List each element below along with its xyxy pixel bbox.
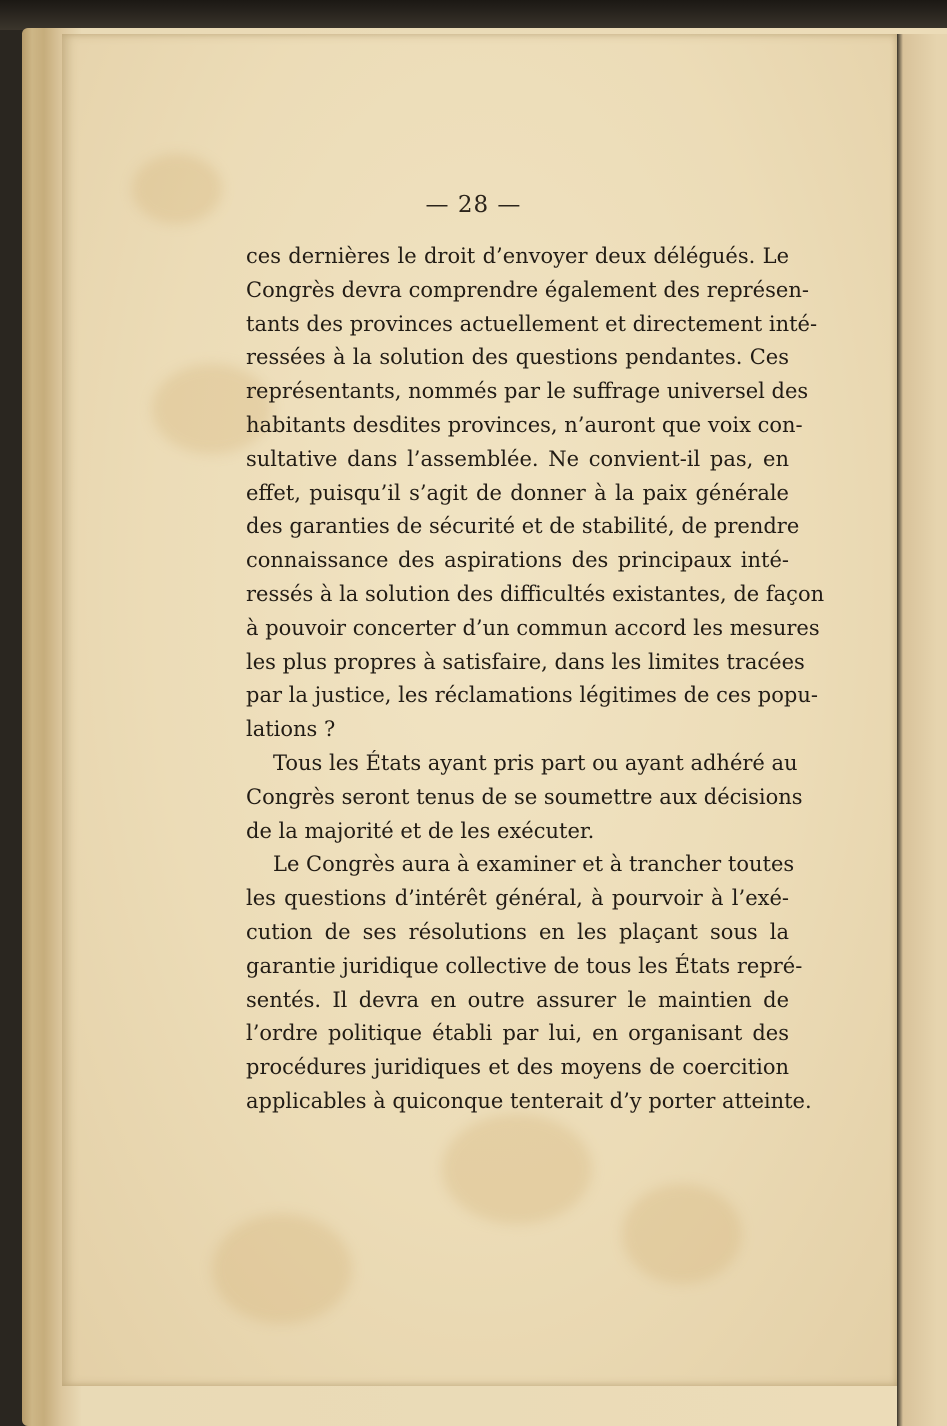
paragraph [246, 240, 825, 747]
text-line: applicables à quiconque tenterait d’y porter atteinte. [246, 1088, 812, 1113]
paragraph [246, 848, 812, 1118]
text-line: ressés à la solution des difficultés existantes, de façon [246, 581, 825, 606]
text-line: Congrès devra comprendre également des représen- [246, 277, 809, 302]
text-line: ces dernières le droit d’envoyer deux délégués. Le [246, 244, 789, 268]
text-line: cution de ses résolutions en les plaçant sous la [246, 919, 789, 944]
text-line: Le Congrès aura à examiner et à trancher toutes [273, 852, 795, 877]
text-line: les plus propres à satisfaire, dans les limites tracées [246, 649, 805, 674]
foxing-stain [212, 1214, 352, 1324]
text-line: tants des provinces actuellement et directement inté- [246, 311, 818, 336]
body-text [246, 240, 825, 1119]
text-line: connaissance des aspirations des principaux inté- [246, 548, 789, 573]
text-line: à pouvoir concerter d’un commun accord les mesures [246, 615, 820, 640]
text-line: garantie juridique collective de tous les États repré- [246, 953, 803, 978]
paragraph [246, 747, 803, 848]
text-line: habitants desdites provinces, n’auront que voix con- [246, 412, 803, 437]
foxing-stain [442, 1114, 592, 1224]
text-line: lations ? [246, 717, 336, 742]
text-line: Tous les États ayant pris part ou ayant adhéré au [273, 750, 798, 775]
text-line: effet, puisqu’il s’agit de donner à la paix générale [246, 480, 789, 505]
text-line: sentés. Il devra en outre assurer le maintien de [246, 987, 789, 1012]
foxing-stain [622, 1184, 742, 1284]
page-number: — 28 — [425, 192, 522, 218]
scan-background [0, 0, 947, 30]
text-line: de la majorité et de les exécuter. [246, 818, 595, 843]
text-line: procédures juridiques et des moyens de coercition [246, 1055, 789, 1080]
text-line: les questions d’intérêt général, à pourvoir à l’exé- [246, 886, 789, 911]
text-line: représentants, nommés par le suffrage universel des [246, 379, 809, 404]
text-line: ressées à la solution des questions pendantes. Ces [246, 345, 789, 370]
text-line: des garanties de sécurité et de stabilité, de prendre [246, 514, 800, 539]
text-line: Congrès seront tenus de se soumettre aux décisions [246, 784, 803, 809]
text-line: l’ordre politique établi par lui, en organisant des [246, 1021, 789, 1046]
facing-page-edge [897, 34, 947, 1426]
text-line: sultative dans l’assemblée. Ne convient-il pas, en [246, 446, 789, 471]
text-line: par la justice, les réclamations légitimes de ces popu- [246, 683, 818, 708]
